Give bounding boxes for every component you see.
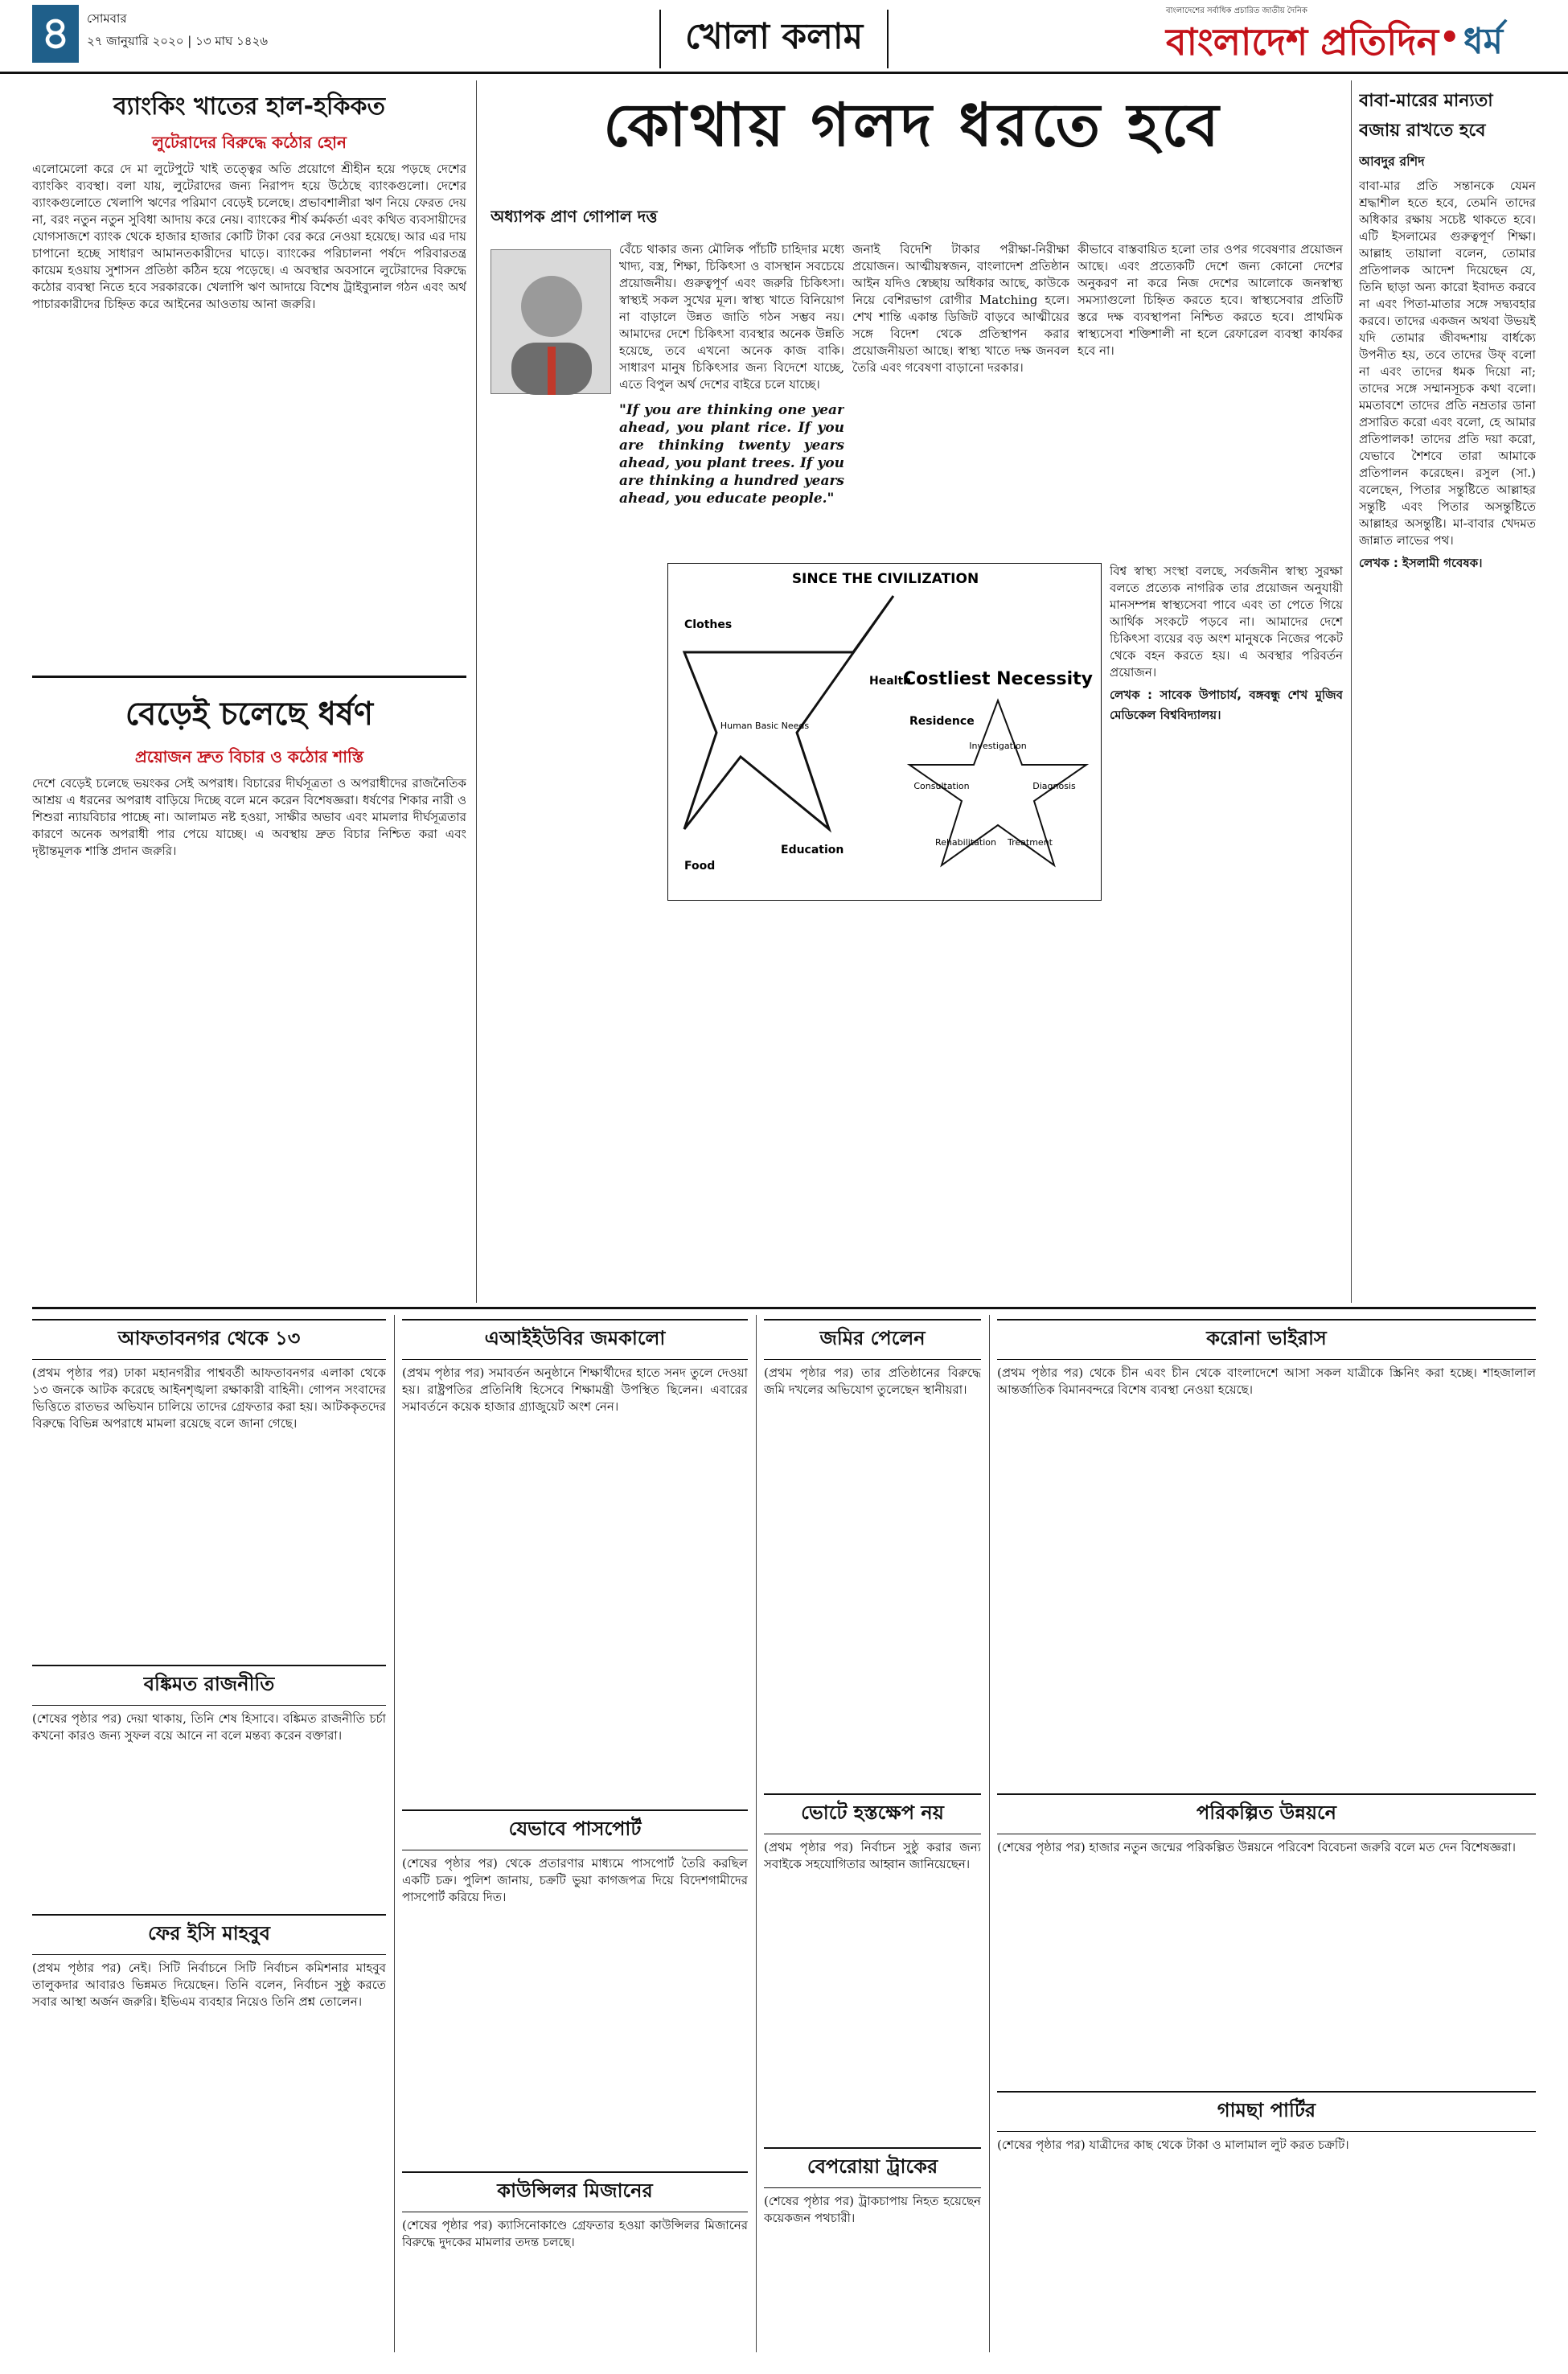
divider [32,1307,1536,1309]
lead-byline: অধ্যাপক প্রাণ গোপাল দত্ত [491,207,658,225]
news-item [997,1793,1536,2083]
religion-writer: লেখক : ইসলামী গবেষক। [1359,556,1483,570]
diagram-point-0: Health [869,675,912,688]
lead-article-body-col3 [1077,241,1343,547]
brand-separator: • [1439,19,1460,56]
lead-body-3: কীভাবে বাস্তবায়িত হলো তার ওপর গবেষণার প্রয়োজন আছে। এবং প্রত্যেকটি দেশে জন্য কোনো দেশের অনুকরণ না করে নিজ দেশের আলোকে জনস্বাস্থ্য সমস্যাগুলো চিহ্নিত করতে হবে। স্বাস্থ্যসেবার প্রতিটি স্তরে দক্ষ ব্যবস্থাপনা নিশ্চিত করতে হবে। প্রাথমিক স্বাস্থ্যসেবা শক্তিশালী না হলে রেফারেল ব্যবস্থা কার্যকর হবে না। [1077,242,1343,358]
religion-headline: বাবা-মারের মান্যতা বজায় রাখতে হবে [1359,91,1493,141]
divider [32,676,466,678]
lead-body-1: বেঁচে থাকার জন্য মৌলিক পাঁচটি চাহিদার মধ্যে খাদ্য, বস্ত্র, শিক্ষা, চিকিৎসা ও বাসস্থান সবচেয়ে প্রয়োজনীয়। গুরুত্বপূর্ণ এবং জরুরি চিকিৎসা। স্বাস্থ্যই সকল সুখের মূল। স্বাস্থ্য খাতে বিনিয়োগ না বাড়ালে উন্নত জাতি গঠন সম্ভব নয়। আমাদের দেশে চিকিৎসা ব্যবস্থার অনেক উন্নতি হয়েছে, তবে এখনো অনেক কাজ বাকি। সাধারণ মানুষ চিকিৎসার জন্য বিদেশে যাচ্ছে, এতে বিপুল অর্থ দেশের বাইরে চলে যাচ্ছে। [619,242,844,392]
news-headline: পরিকল্পিত উন্নয়নে [997,1793,1536,1834]
brand-tagline: বাংলাদেশের সর্বাধিক প্রচারিত জাতীয় দৈনিক [1166,6,1307,15]
author-silhouette-icon [491,250,612,395]
news-body: (প্রথম পৃষ্ঠার পর) নির্বাচন সুষ্ঠু করার জন্য সবাইকে সহযোগিতার আহ্বান জানিয়েছেন। [764,1840,981,1871]
religion-article [1359,87,1536,1293]
issue-date: ২৭ জানুয়ারি ২০২০ | ১৩ মাঘ ১৪২৬ [87,34,269,48]
column-rule [756,1315,757,2352]
page-number: ৪ [32,5,79,63]
diagram-arc-label: Costliest Necessity [902,669,1094,689]
author-photo [491,249,611,394]
diagram-point-3: Food [684,860,716,873]
category-label: ধর্ম [1463,21,1504,62]
lead-author-note: লেখক : সাবেক উপাচার্য, বঙ্গবন্ধু শেখ মুজিব মেডিকেল বিশ্ববিদ্যালয়। [1110,688,1343,722]
news-body: (প্রথম পৃষ্ঠার পর) সমাবর্তন অনুষ্ঠানে শিক্ষার্থীদের হাতে সনদ তুলে দেওয়া হয়। রাষ্ট্রপতির প্রতিনিধি হিসেবে শিক্ষামন্ত্রী উপস্থিত ছিলেন। এবারের সমাবর্তনে কয়েক হাজার গ্র্যাজুয়েট অংশ নেন। [402,1366,748,1414]
news-body: (শেষের পৃষ্ঠার পর) ট্রাকচাপায় নিহত হয়েছেন কয়েকজন পথচারী। [764,2194,981,2225]
editorial-rape-subhead: প্রয়োজন দ্রুত বিচার ও কঠোর শাস্তি [134,747,364,766]
diagram-point-2: Education [781,844,844,856]
news-body: (প্রথম পৃষ্ঠার পর) থেকে চীন এবং চীন থেকে বাংলাদেশে আসা সকল যাত্রীকে স্ক্রিনিং করা হচ্ছে। শাহজালাল আন্তর্জাতিক বিমানবন্দরে বিশেষ ব্যবস্থা নেওয়া হয়েছে। [997,1366,1536,1397]
news-item [764,1319,981,1785]
masthead [0,0,1568,74]
news-item [402,1809,748,2163]
column-rule [476,80,477,1303]
lead-article-headline-block [491,80,1335,225]
editorial-banking-headline: ব্যাংকিং খাতের হাল-হকিকত [113,92,385,121]
column-rule [989,1315,990,2352]
necessity-diagram-svg [668,564,1102,901]
news-headline: কাউন্সিলর মিজানের [402,2171,748,2212]
news-headline: গামছা পার্টির [997,2091,1536,2132]
news-headline: বঙ্কিমত রাজনীতি [32,1665,386,1706]
news-item [997,1319,1536,1785]
news-item [32,1665,386,1906]
diagram-inner-1: Diagnosis [1032,781,1076,791]
news-item [402,1319,748,1801]
diagram-point-4: Clothes [684,618,733,631]
religion-byline: আবদুর রশিদ [1359,154,1425,169]
news-body: (শেষের পৃষ্ঠার পর) থেকে প্রতারণার মাধ্যমে পাসপোর্ট তৈরি করছিল একটি চক্র। পুলিশ জানায়, চক্রটি ভুয়া কাগজপত্র দিয়ে বিদেশগামীদের পাসপোর্ট করিয়ে দিত। [402,1856,748,1904]
diagram-inner-3: Rehabilitation [935,837,996,848]
issue-day: সোমবার [87,11,127,26]
section-title: খোলা কলাম [659,10,889,68]
news-body: (প্রথম পৃষ্ঠার পর) নেই। সিটি নির্বাচনে সিটি নির্বাচন কমিশনার মাহবুব তালুকদার আবারও ভিন্নমত দিয়েছেন। তিনি বলেন, নির্বাচন সুষ্ঠু করতে সবার আস্থা অর্জন জরুরি। ইভিএম ব্যবহার নিয়েও তিনি প্রশ্ন তোলেন। [32,1961,386,2009]
lead-headline: কোথায় গলদ ধরতে হবে [603,91,1222,160]
lead-article-body-col2 [852,241,1069,547]
news-item [764,2147,981,2348]
news-headline: ভোটে হস্তক্ষেপ নয় [764,1793,981,1834]
news-headline: আফতাবনগর থেকে ১৩ [32,1319,386,1360]
editorial-rape-headline: বেড়েই চলেছে ধর্ষণ [125,696,374,733]
lead-body-4: বিশ্ব স্বাস্থ্য সংস্থা বলছে, সর্বজনীন স্বাস্থ্য সুরক্ষা বলতে প্রত্যেক নাগরিক তার প্রয়োজন অনুযায়ী মানসম্পন্ন স্বাস্থ্যসেবা পাবে এবং তা পেতে গিয়ে আর্থিক সংকটে পড়বে না। আমাদের দেশে চিকিৎসা ব্যয়ের বড় অংশ মানুষকে নিজের পকেট থেকে বহন করতে হয়। এ অবস্থার পরিবর্তন প্রয়োজন। [1110,564,1343,680]
editorial-banking [32,87,466,666]
news-item [402,2171,748,2348]
news-item [32,1319,386,1657]
column-rule [1351,80,1352,1303]
brand-logo: বাংলাদেশ প্রতিদিন [1166,20,1439,64]
diagram-center: Human Basic Needs [720,721,810,731]
news-body: (শেষের পৃষ্ঠার পর) হাজার নতুন জন্মের পরিকল্পিত উন্নয়নে পরিবেশ বিবেচনা জরুরি বলে মত দেন বিশেষজ্ঞরা। [997,1840,1517,1854]
news-item [32,1914,386,2348]
news-body: (শেষের পৃষ্ঠার পর) ক্যাসিনোকাণ্ডে গ্রেফতার হওয়া কাউন্সিলর মিজানের বিরুদ্ধে দুদকের মামলার তদন্ত চলছে। [402,2218,748,2249]
lead-quote: "If you are thinking one year ahead, you plant rice. If you are thinking twenty years ahead, you plant trees. If you are thinking a hundred years ahead, you educate people." [619,402,844,507]
lead-article-body-col4 [1110,563,1343,1271]
news-body: (প্রথম পৃষ্ঠার পর) ঢাকা মহানগরীর পাশ্ববর্তী আফতাবনগর এলাকা থেকে ১৩ জনকে আটক করেছে আইনশৃঙ্খলা রক্ষাকারী বাহিনী। গোপন সংবাদের ভিত্তিতে রাতভর অভিযান চালিয়ে তাদের গ্রেফতার করা হয়। আটককৃতদের বিরুদ্ধে বিভিন্ন অপরাধে মামলা রয়েছে বলে জানা গেছে। [32,1366,386,1431]
editorial-banking-body: এলোমেলো করে দে মা লুটেপুটে খাই তত্ত্বের অতি প্রয়োগে শ্রীহীন হয়ে পড়ছে দেশের ব্যাংকিং ব্যবস্থা। বলা যায়, লুটেরাদের জন্য নিরাপদ হয়ে উঠেছে ব্যাংকগুলো। দেশের ব্যাংকগুলোতে খেলাপি ঋণের পরিমাণ বেড়েই চলেছে। প্রভাবশালীরা ঋণ নিয়ে ফেরত দেয় না, বরং নতুন নতুন সুবিধা আদায় করে নেয়। ব্যাংকের শীর্ষ কর্মকর্তা এবং কথিত ব্যবসায়ীদের যোগসাজশে ব্যাংক থেকে হাজার হাজার কোটি টাকা বের করে নেওয়া হয়েছে। আর এর দায় চাপানো হচ্ছে সাধারণ আমানতকারীদের ঘাড়ে। ব্যাংকের পরিচালনা পর্ষদে পরিবারতন্ত্র কায়েম হওয়ায় সুশাসন প্রতিষ্ঠা কঠিন হয়ে পড়েছে। এ অবস্থার অবসানে লুটেরাদের বিরুদ্ধে কঠোর ব্যবস্থা নিতে হবে সরকারকে। খেলাপি ঋণ আদায়ে বিশেষ ট্রাইব্যুনাল গঠন এবং অর্থ পাচারকারীদের চিহ্নিত করে আইনের আওতায় আনা জরুরি। [32,162,466,311]
diagram-point-1: Residence [909,715,975,728]
news-body: (প্রথম পৃষ্ঠার পর) তার প্রতিষ্ঠানের বিরুদ্ধে জমি দখলের অভিযোগ তুলেছেন স্থানীয়রা। [764,1366,981,1397]
diagram-inner-0: Investigation [969,741,1027,751]
news-headline: জমির পেলেন [764,1319,981,1360]
news-headline: বেপরোয়া ট্রাকের [764,2147,981,2188]
news-headline: করোনা ভাইরাস [997,1319,1536,1360]
necessity-diagram [667,563,1102,901]
editorial-rape-body: দেশে বেড়েই চলেছে ভয়ংকর সেই অপরাধ। বিচারের দীর্ঘসূত্রতা ও অপরাধীদের রাজনৈতিক আশ্রয় এ ধরনের অপরাধ বাড়িয়ে দিচ্ছে বলে মনে করেন বিশেষজ্ঞরা। ধর্ষণের শিকার নারী ও শিশুরা ন্যায়বিচার পাচ্ছে না। আলামত নষ্ট হওয়া, সাক্ষীর অভাব এবং মামলার দীর্ঘসূত্রতার কারণে অনেক অপরাধী পার পেয়ে যাচ্ছে। এ অবস্থায় দ্রুত বিচার নিশ্চিত করা এবং দৃষ্টান্তমূলক শাস্তি প্রদান জরুরি। [32,776,466,858]
news-headline: যেভাবে পাসপোর্ট [402,1809,748,1850]
news-item [997,2091,1536,2348]
lead-body-2: জনাই বিদেশি টাকার পরীক্ষা-নিরীক্ষা প্রয়োজন। আত্মীয়স্বজন, বাংলাদেশ প্রতিষ্ঠান আইন যদিও স্বেচ্ছায় অধিকার আছে, কাউকে নিয়ে বেশিরভাগ রোগীর Matching হলে। শেখ শান্তি একান্ত ডিজিট বাড়বে আত্মীয়ের সঙ্গে বিদেশ থেকে প্রতিস্থাপন করার প্রয়োজনীয়তা আছে। স্বাস্থ্য খাতে দক্ষ জনবল তৈরি এবং গবেষণা বাড়ানো দরকার। [852,242,1069,375]
news-body: (শেষের পৃষ্ঠার পর) দেয়া থাকায়, তিনি শেষ হিসাবে। বঙ্কিমত রাজনীতি চর্চা কখনো কারও জন্য সুফল বয়ে আনে না বলে মন্তব্য করেন বক্তারা। [32,1711,386,1743]
news-headline: ফের ইসি মাহবুব [32,1914,386,1955]
diagram-inner-4: Consultation [913,781,970,791]
column-rule [394,1315,395,2352]
editorial-rape [32,688,466,1292]
news-item [764,1793,981,2139]
diagram-inner-2: Treatment [1008,837,1053,848]
news-headline: এআইইউবির জমকালো [402,1319,748,1360]
news-body: (শেষের পৃষ্ঠার পর) যাত্রীদের কাছ থেকে টাকা ও মালামাল লুট করত চক্রটি। [997,2138,1349,2152]
religion-body: বাবা-মার প্রতি সন্তানকে যেমন শ্রদ্ধাশীল হতে হবে, তেমনি তাদের অধিকার রক্ষায় সচেষ্ট থাকতে হবে। এটি ইসলামের গুরুত্বপূর্ণ শিক্ষা। আল্লাহ তায়ালা বলেন, তোমার প্রতিপালক আদেশ দিয়েছেন যে, তিনি ছাড়া অন্য কারো ইবাদত করবে না এবং পিতা-মাতার সঙ্গে সদ্ব্যবহার করবে। তাদের একজন অথবা উভয়ই যদি তোমার জীবদ্দশায় বার্ধক্যে উপনীত হয়, তবে তাদের উফ্ বলো না এবং তাদের ধমক দিয়ো না; তাদের সঙ্গে সম্মানসূচক কথা বলো। মমতাবশে তাদের প্রতি নম্রতার ডানা প্রসারিত করো এবং বলো, হে আমার প্রতিপালক! তাদের প্রতি দয়া করো, যেভাবে শৈশবে তারা আমাকে প্রতিপালন করেছেন। রসুল (সা.) বলেছেন, পিতার সন্তুষ্টিতে আল্লাহর সন্তুষ্টি এবং পিতার অসন্তুষ্টিতে আল্লাহর অসন্তুষ্টি। মা-বাবার খেদমত জান্নাত লাভের পথ। [1359,179,1536,548]
editorial-banking-subhead: লুটেরাদের বিরুদ্ধে কঠোর হোন [152,133,347,152]
diagram-title: SINCE THE CIVILIZATION [791,571,979,587]
